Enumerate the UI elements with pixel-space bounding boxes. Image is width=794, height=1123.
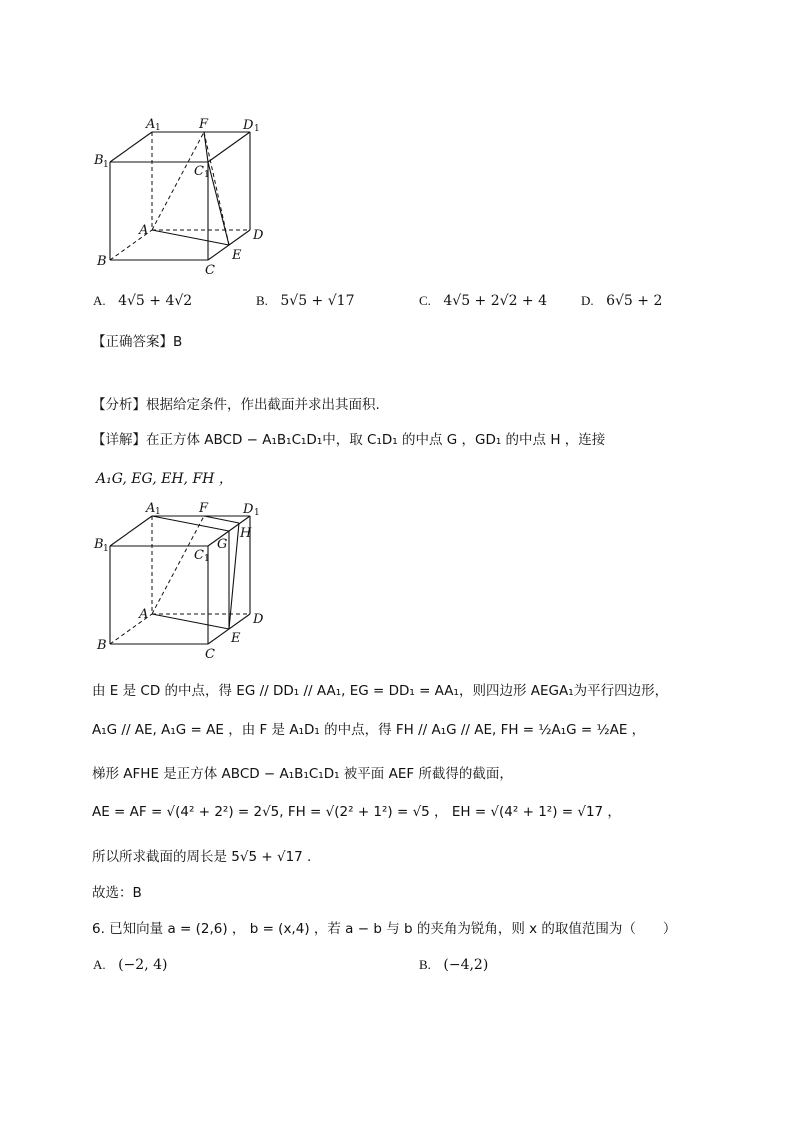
q6-option-a-value: (−2, 4) <box>118 957 168 973</box>
label-A1: A <box>146 117 156 132</box>
label-B1-sub: 1 <box>103 160 109 170</box>
label-E: E <box>232 248 242 263</box>
detail-line-2: A₁G, EG, EH, FH ， <box>96 471 233 487</box>
q6-option-a-letter: A. <box>93 957 106 972</box>
label2-C1: C <box>194 548 204 563</box>
label2-C: C <box>205 647 215 662</box>
label2-F: F <box>199 501 209 516</box>
option-b <box>256 293 354 309</box>
label-F: F <box>199 117 209 132</box>
solution-line-4: AE = AF = √(4² + 2²) = 2√5, FH = √(2² + 1²) = √5 ， EH = √(4² + 1²) = √17 ， <box>92 804 621 820</box>
label2-D1-sub: 1 <box>254 508 260 518</box>
question-6-stem: 6. 已知向量 a = (2,6) ， b = (x,4) ，若 a − b 与 b 的夹角为锐角，则 x 的取值范围为（ ） <box>92 921 677 937</box>
analysis-line: 【分析】根据给定条件，作出截面并求出其面积. <box>92 397 380 413</box>
option-d-letter: D. <box>581 293 594 308</box>
q6-option-b-value: (−4,2) <box>443 957 489 973</box>
label2-A: A <box>139 607 149 622</box>
label2-C1-sub: 1 <box>204 554 210 564</box>
label-B1: B <box>94 153 104 168</box>
label-D1-sub: 1 <box>254 124 260 134</box>
option-b-value: 5√5 + √17 <box>280 293 355 309</box>
solution-line-5: 所以所求截面的周长是 5√5 + √17 . <box>92 849 312 865</box>
option-c-letter: C. <box>419 293 431 308</box>
option-b-letter: B. <box>256 293 268 308</box>
label2-A1: A <box>146 501 156 516</box>
label-D: D <box>253 228 264 243</box>
label-C: C <box>205 263 215 278</box>
label-A: A <box>139 223 149 238</box>
label2-D: D <box>253 612 264 627</box>
label2-D1: D <box>243 502 254 517</box>
cube-figure-2 <box>88 500 278 665</box>
option-d-value: 6√5 + 2 <box>606 293 663 309</box>
solution-line-3: 梯形 AFHE 是正方体 ABCD − A₁B₁C₁D₁ 被平面 AEF 所截得的截面， <box>92 766 513 782</box>
q6-option-b-letter: B. <box>419 957 431 972</box>
cube-figure-1 <box>88 112 278 282</box>
q6-option-b <box>419 957 488 973</box>
label2-A1-sub: 1 <box>155 507 161 517</box>
option-a <box>93 293 192 309</box>
option-d <box>581 293 662 309</box>
label-A1-sub: 1 <box>155 123 161 133</box>
solution-line-6: 故选：B <box>92 885 142 901</box>
label-C1: C <box>194 164 204 179</box>
label-D1: D <box>243 118 254 133</box>
answer-line: 【正确答案】B <box>92 334 183 350</box>
label2-G: G <box>217 537 228 552</box>
label2-B1: B <box>94 537 104 552</box>
option-a-value: 4√5 + 4√2 <box>118 293 193 309</box>
q6-option-a <box>93 957 167 973</box>
option-c <box>419 293 547 309</box>
option-a-letter: A. <box>93 293 106 308</box>
label2-H: H <box>240 526 252 541</box>
label-B: B <box>97 254 107 269</box>
label-C1-sub: 1 <box>204 170 210 180</box>
solution-line-1: 由 E 是 CD 的中点，得 EG // DD₁ // AA₁, EG = DD₁ = AA₁，则四边形 AEGA₁为平行四边形， <box>92 683 669 699</box>
label2-E: E <box>231 631 241 646</box>
detail-line-1: 【详解】在正方体 ABCD − A₁B₁C₁D₁中，取 C₁D₁ 的中点 G ，GD₁ 的中点 H ，连接 <box>92 432 606 448</box>
option-c-value: 4√5 + 2√2 + 4 <box>443 293 548 309</box>
label2-B: B <box>97 638 107 653</box>
solution-line-2: A₁G // AE, A₁G = AE ，由 F 是 A₁D₁ 的中点，得 FH // A₁G // AE, FH = ½A₁G = ½AE ， <box>92 722 646 738</box>
label2-B1-sub: 1 <box>103 544 109 554</box>
